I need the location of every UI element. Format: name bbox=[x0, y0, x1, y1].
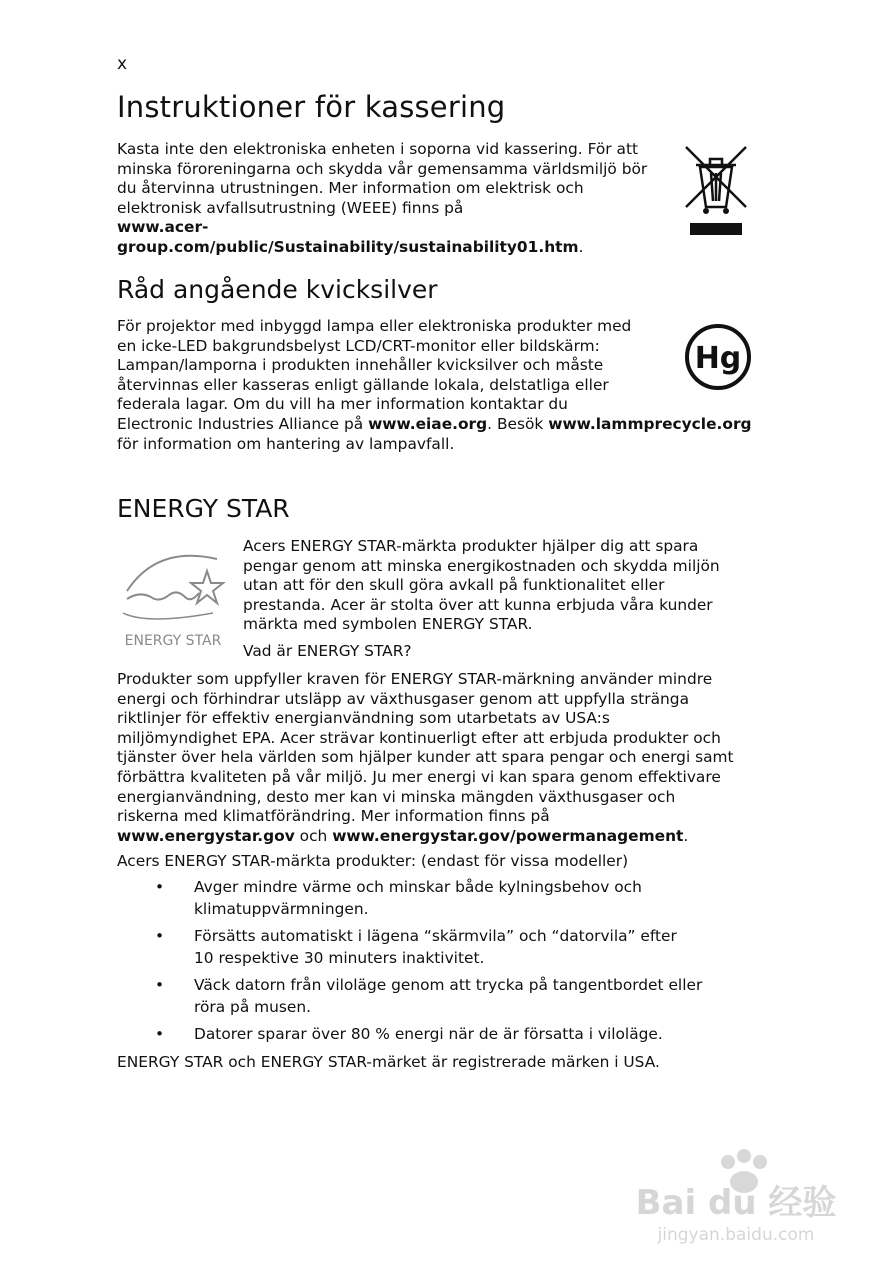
body-line: tjänster över hela världen som hjälper kunder att spara pengar och energi samt bbox=[117, 748, 734, 767]
energy-star-intro bbox=[243, 537, 758, 635]
list-item bbox=[117, 926, 757, 969]
mercury-line: för information om hantering av lampavfall. bbox=[117, 434, 455, 453]
energy-star-logo-label: ENERGY STAR bbox=[124, 633, 222, 649]
intro-line: Acers ENERGY STAR-märkta produkter hjälper dig att spara bbox=[243, 537, 699, 555]
bullet: • bbox=[155, 878, 165, 896]
hg-symbol-text: Hg bbox=[694, 341, 742, 376]
energy-star-list-intro: Acers ENERGY STAR-märkta produkter: (endast för vissa modeller) bbox=[117, 852, 629, 870]
energy-star-trademark: ENERGY STAR och ENERGY STAR-märket är registrerade märken i USA. bbox=[117, 1053, 660, 1071]
disposal-heading: Instruktioner för kassering bbox=[117, 90, 506, 124]
bullet: • bbox=[155, 927, 165, 945]
mercury-link-line bbox=[117, 415, 757, 435]
intro-line: pengar genom att minska energikostnaden och skydda miljön bbox=[243, 556, 720, 575]
page-number: x bbox=[117, 54, 128, 74]
body-line: energianvändning, desto mer kan vi minska mängden växthusgaser och bbox=[117, 787, 676, 806]
disposal-line: du återvinna utrustningen. Mer information om elektrisk och bbox=[117, 179, 584, 198]
intro-line: märkta med symbolen ENERGY STAR. bbox=[243, 615, 533, 634]
list-item bbox=[117, 975, 757, 1018]
powermanagement-link[interactable]: www.energystar.gov/powermanagement bbox=[332, 826, 684, 845]
list-item-line: Väck datorn från viloläge genom att trycka på tangentbordet eller bbox=[194, 976, 703, 994]
acer-sustainability-link[interactable]: www.acer-group.com/public/Sustainability/sustainability01.htm bbox=[117, 218, 579, 256]
intro-line: prestanda. Acer är stolta över att kunna erbjuda våra kunder bbox=[243, 595, 713, 614]
bullet: • bbox=[155, 1025, 165, 1043]
energy-star-heading: ENERGY STAR bbox=[117, 494, 290, 523]
watermark-url: jingyan.baidu.com bbox=[657, 1225, 815, 1245]
energy-star-question: Vad är ENERGY STAR? bbox=[243, 642, 412, 660]
list-item-line: Datorer sparar över 80 % energi när de är försatta i viloläge. bbox=[194, 1025, 663, 1043]
list-item-line: Försätts automatiskt i lägena “skärmvila” och “datorvila” efter bbox=[194, 927, 677, 945]
energy-star-logo bbox=[117, 547, 235, 651]
mercury-text: . Besök bbox=[487, 414, 549, 433]
mercury-paragraph bbox=[117, 317, 757, 454]
watermark-brand: Bai du 经验 bbox=[636, 1183, 837, 1223]
disposal-line: Kasta inte den elektroniska enheten i soporna vid kassering. För att bbox=[117, 140, 639, 158]
mercury-hg-icon bbox=[683, 322, 753, 392]
disposal-link-line bbox=[117, 218, 665, 257]
list-item-line: klimatuppvärmningen. bbox=[194, 899, 369, 918]
energy-star-bullet-list bbox=[117, 877, 757, 1052]
bullet: • bbox=[155, 976, 165, 994]
period: . bbox=[683, 826, 689, 845]
body-line: miljömyndighet EPA. Acer strävar kontinuerligt efter att erbjuda produkter och bbox=[117, 728, 721, 747]
disposal-line: minska föroreningarna och skydda vår gemensamma världsmiljö bör bbox=[117, 159, 648, 178]
body-line: riskerna med klimatförändring. Mer information finns på bbox=[117, 807, 550, 826]
list-item-line: röra på musen. bbox=[194, 997, 312, 1016]
mercury-line: återvinnas eller kasseras enligt gällande lokala, delstatliga eller bbox=[117, 375, 609, 394]
body-line: energi och förhindrar utsläpp av växthusgaser genom att uppfylla stränga bbox=[117, 689, 690, 708]
list-item bbox=[117, 877, 757, 920]
eiae-link[interactable]: www.eiae.org bbox=[368, 414, 488, 433]
energy-star-links-line bbox=[117, 827, 762, 847]
mercury-line: För projektor med inbyggd lampa eller elektroniska produkter med bbox=[117, 317, 632, 335]
lammprecycle-link[interactable]: www.lammprecycle.org bbox=[548, 414, 752, 433]
list-item-line: 10 respektive 30 minuters inaktivitet. bbox=[194, 948, 485, 967]
mercury-line: en icke-LED bakgrundsbelyst LCD/CRT-monitor eller bildskärm: bbox=[117, 336, 600, 355]
mercury-line: federala lagar. Om du vill ha mer information kontaktar du bbox=[117, 395, 568, 414]
list-item bbox=[117, 1024, 757, 1046]
disposal-paragraph bbox=[117, 140, 665, 258]
energy-star-body bbox=[117, 670, 762, 846]
energystar-gov-link[interactable]: www.energystar.gov bbox=[117, 826, 295, 845]
list-item-line: Avger mindre värme och minskar både kylningsbehov och bbox=[194, 878, 642, 896]
body-line: riktlinjer för effektiv energianvändning som utarbetats av USA:s bbox=[117, 709, 610, 728]
baidu-jingyan-watermark bbox=[636, 1148, 841, 1248]
body-line: Produkter som uppfyller kraven för ENERGY STAR-märkning använder mindre bbox=[117, 670, 713, 688]
mercury-heading: Råd angående kvicksilver bbox=[117, 275, 438, 304]
weee-crossed-bin-icon bbox=[684, 145, 748, 237]
disposal-line: elektronisk avfallsutrustning (WEEE) finns på bbox=[117, 198, 464, 217]
period: . bbox=[578, 237, 584, 256]
body-text: och bbox=[294, 826, 333, 845]
mercury-text: Electronic Industries Alliance på bbox=[117, 414, 369, 433]
intro-line: utan att för den skull göra avkall på funktionalitet eller bbox=[243, 576, 665, 595]
mercury-line: Lampan/lamporna i produkten innehåller kvicksilver och måste bbox=[117, 356, 604, 375]
body-line: förbättra kvaliteten på vår miljö. Ju mer energi vi kan spara genom effektivare bbox=[117, 767, 721, 786]
